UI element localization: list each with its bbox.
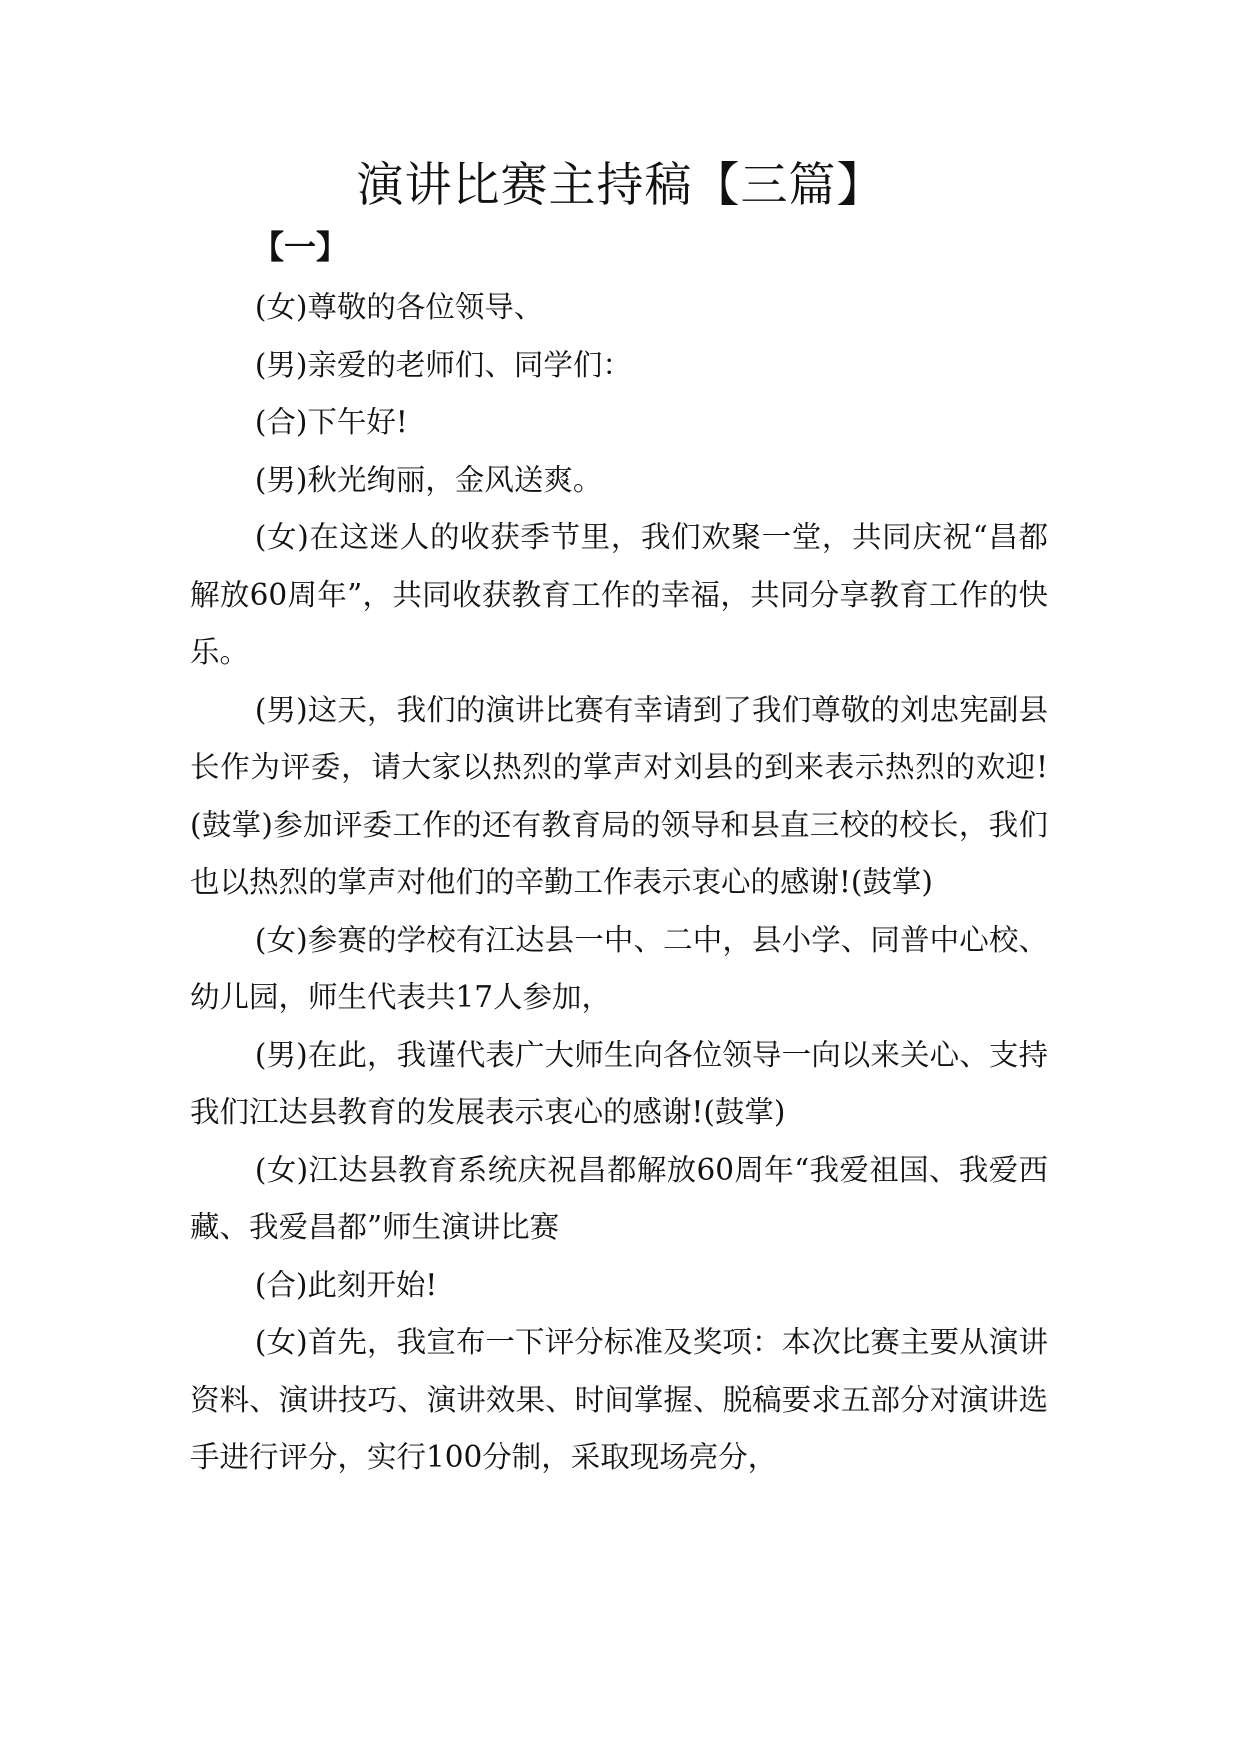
paragraph: (合)此刻开始! (254, 1267, 438, 1302)
paragraph: (合)下午好! (254, 405, 408, 439)
paragraph: (女)参赛的学校有江达县一中、二中，县小学、同普中心校、幼儿园，师生代表共17人参加， (190, 922, 1048, 1014)
paragraph: (男)秋光绚丽，金风送爽。 (254, 462, 603, 497)
paragraph: (女)在这迷人的收获季节里，我们欢聚一堂，共同庆祝“昌都解放60周年”，共同收获教育工作的幸福，共同分享教育工作的快乐。 (190, 520, 1048, 669)
paragraph: (男)这天，我们的演讲比赛有幸请到了我们尊敬的刘忠宪副县长作为评委，请大家以热烈的掌声对刘县的到来表示热烈的欢迎!(鼓掌)参加评委工作的还有教育局的领导和县直三校的校长，我们也以热烈的掌声对他们的辛勤工作表示衷心的感谢!(鼓掌) (190, 692, 1048, 899)
section-heading: 【一】 (252, 228, 349, 266)
paragraph: (女)尊敬的各位领导、 (254, 290, 544, 324)
document-title: 演讲比赛主持稿【三篇】 (356, 158, 885, 213)
paragraph: (女)首先，我宣布一下评分标准及奖项：本次比赛主要从演讲资料、演讲技巧、演讲效果、时间掌握、脱稿要求五部分对演讲选手进行评分，实行100分制，采取现场亮分， (190, 1325, 1048, 1474)
paragraph: (男)在此，我谨代表广大师生向各位领导一向以来关心、支持我们江达县教育的发展表示衷心的感谢!(鼓掌) (190, 1037, 1048, 1129)
document-body (190, 279, 1048, 1487)
paragraph: (男)亲爱的老师们、同学们： (254, 347, 632, 382)
paragraph: (女)江达县教育系统庆祝昌都解放60周年“我爱祖国、我爱西藏、我爱昌都”师生演讲比赛 (190, 1152, 1048, 1244)
